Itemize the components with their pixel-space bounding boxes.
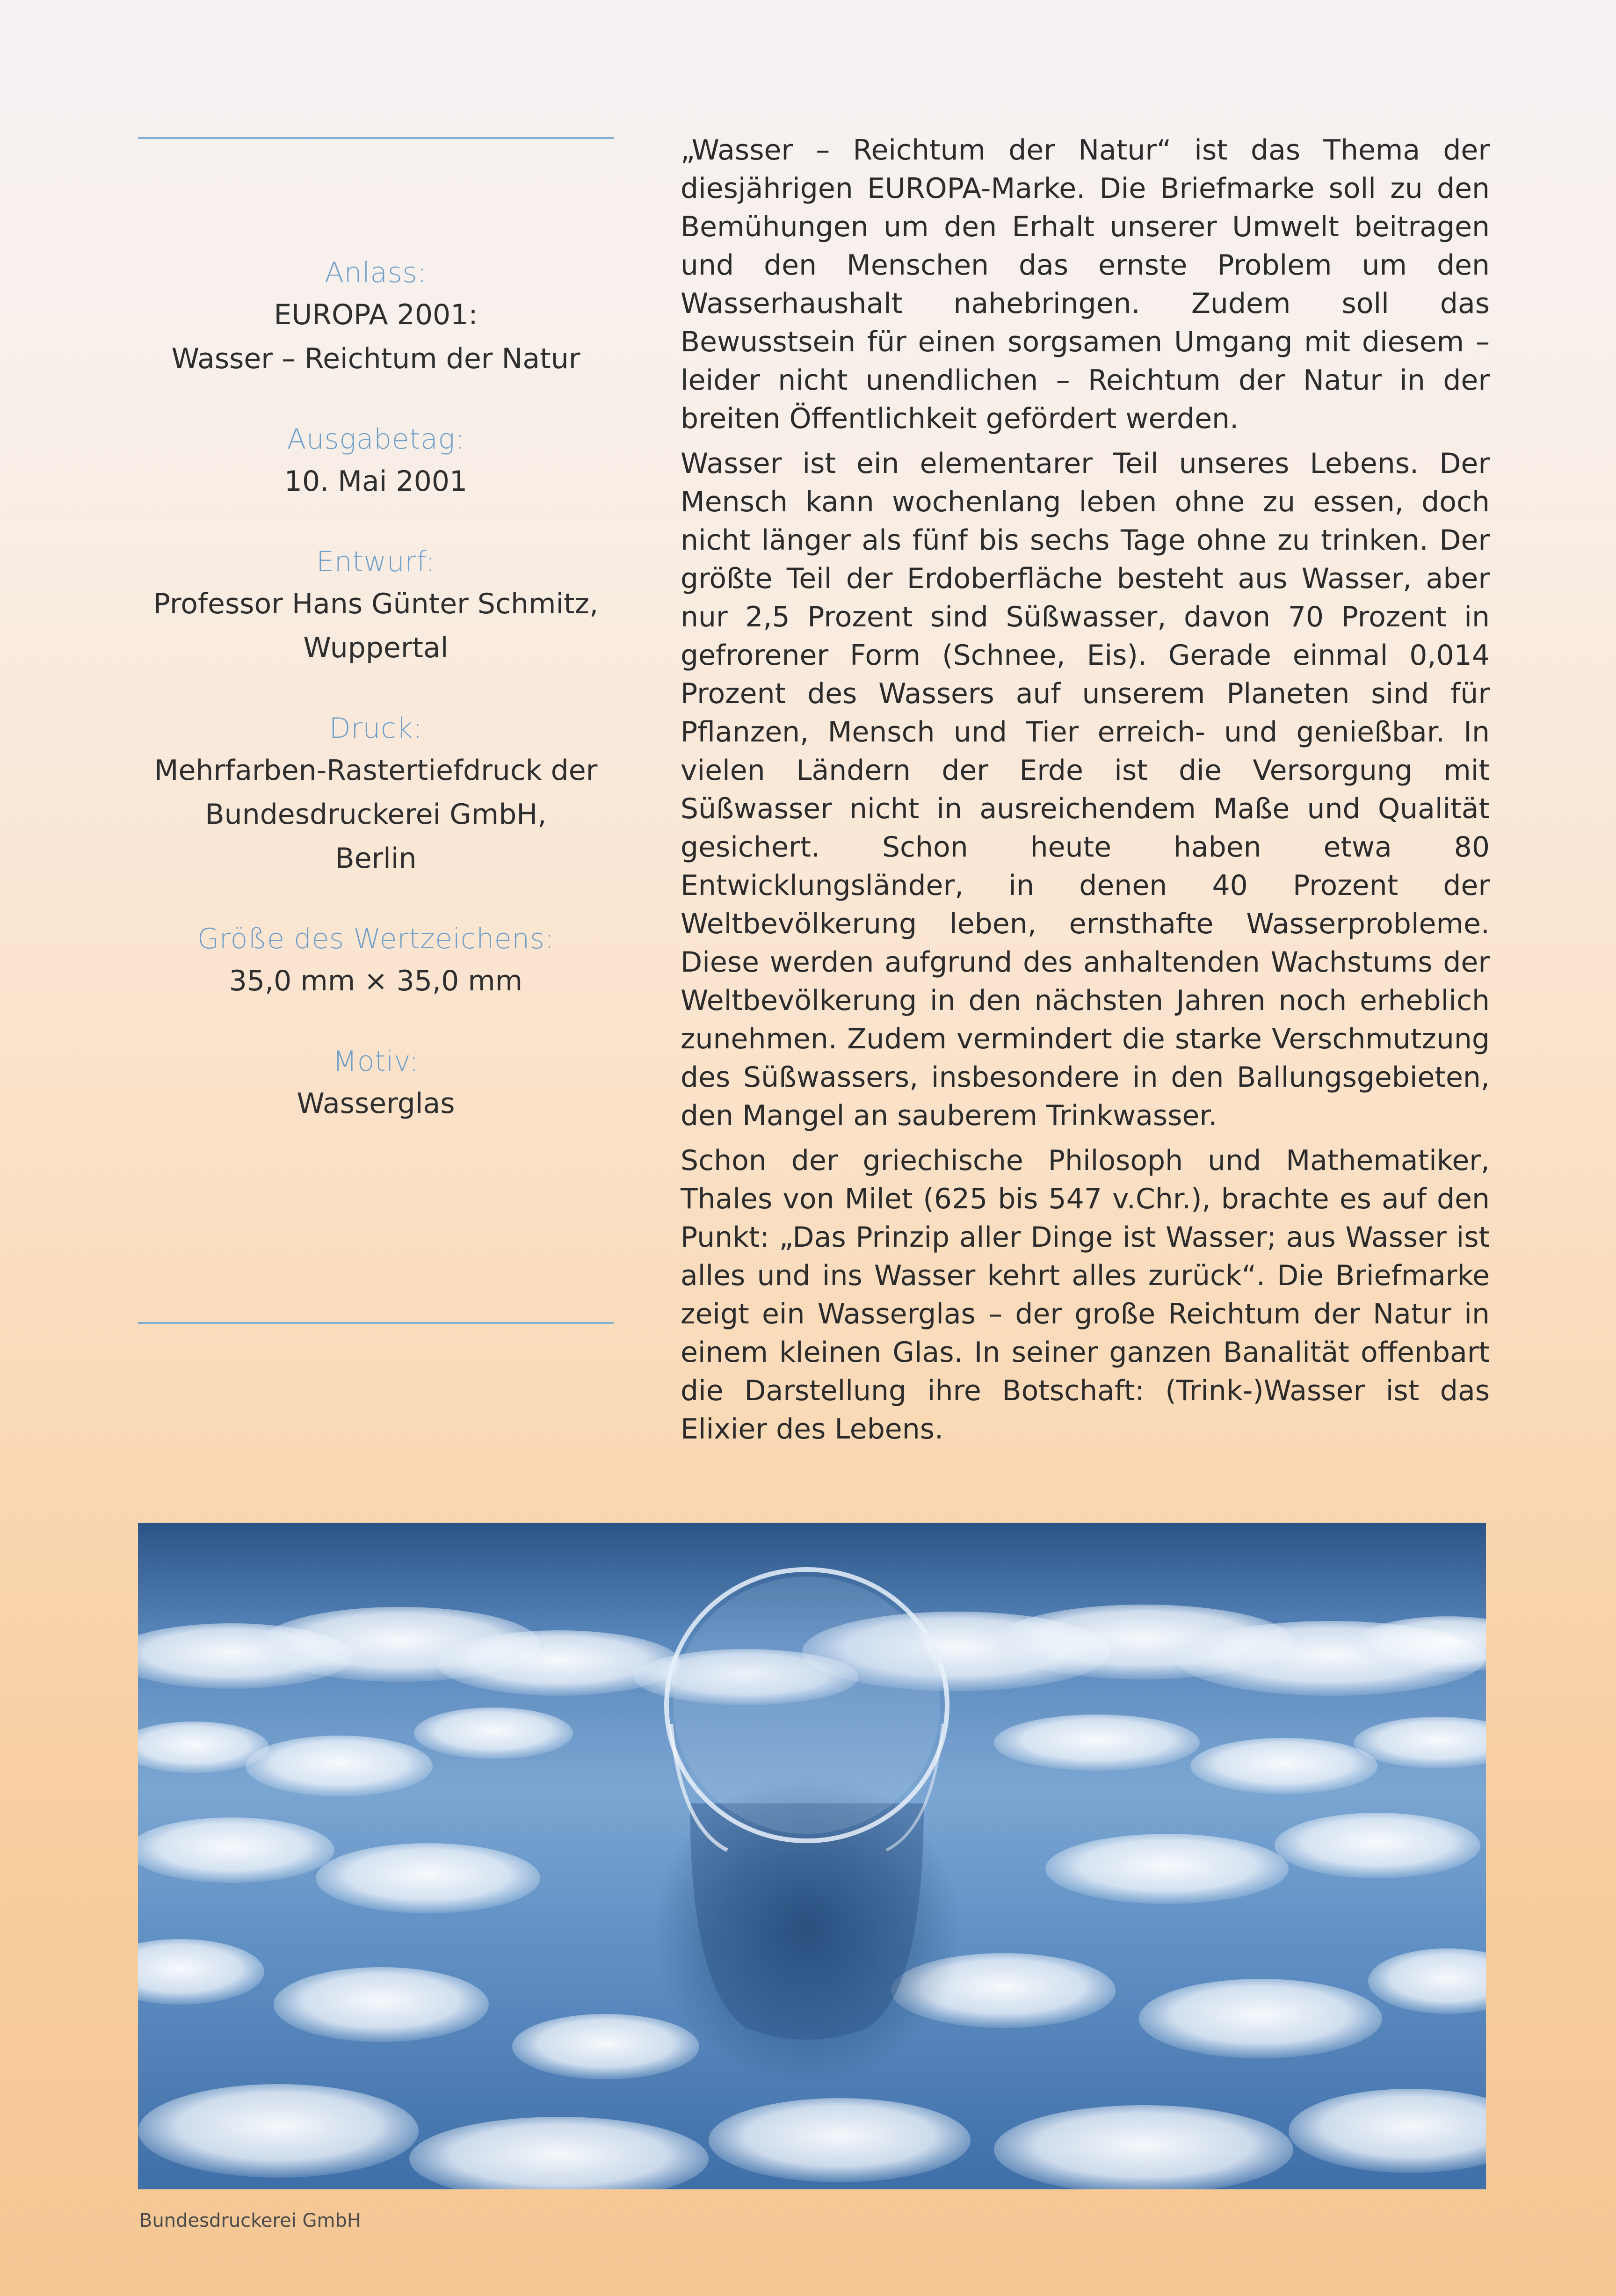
article-paragraph-2: Wasser ist ein elementarer Teil unseres Lebens. Der Mensch kann wochenlang leben ohne zu essen, doch nicht länger als fünf bis sechs Tage ohne zu trinken. Der größte Teil der Erdoberfläche besteht aus Wasser, aber nur 2,5 Prozent sind Süßwasser, davon 70 Prozent in gefrorener Form (Schnee, Eis). Gerade einmal 0,014 Prozent des Wassers auf unserem Planeten sind für Pflanzen, Mensch und Tier erreich- und genießbar. In vielen Ländern der Erde ist die Versorgung mit Süßwasser nicht in ausreichendem Maße und Qualität gesichert. Schon heute haben etwa 80 Entwicklungsländer, in denen 40 Prozent der Weltbevölkerung leben, ernsthafte Wasserprobleme. Diese werden aufgrund des anhaltenden Wachstums der Weltbevölkerung in den nächsten Jahren noch erheblich zunehmen. Zudem vermindert die starke Verschmutzung des Süßwassers, insbesondere in den Ballungsgebieten, den Mangel an sauberem Trinkwasser. <box>681 447 1490 1132</box>
info-entwurf <box>138 542 614 670</box>
info-ausgabetag <box>138 419 614 503</box>
druck-line2: Bundesdruckerei GmbH, <box>205 798 547 831</box>
info-druck <box>138 708 614 880</box>
article-text <box>681 131 1490 1455</box>
clouds-and-glass-illustration <box>138 1523 1486 2189</box>
bottom-divider <box>138 1322 614 1324</box>
water-glass-photo <box>138 1523 1486 2189</box>
article-paragraph-1: „Wasser – Reichtum der Natur“ ist das Thema der diesjährigen EUROPA-Marke. Die Briefmarke soll zu den Bemühungen um den Erhalt unserer Umwelt beitragen und den Menschen das ernste Problem um den Wasserhaushalt nahebringen. Zudem soll das Bewusstsein für einen sorgsamen Umgang mit diesem – leider nicht unendlichen – Reichtum der Natur in der breiten Öffentlichkeit gefördert werden. <box>681 134 1490 435</box>
entwurf-line2: Wuppertal <box>303 632 449 664</box>
druck-label: Druck: <box>329 712 423 745</box>
druck-line3: Berlin <box>335 842 417 875</box>
info-motiv <box>138 1041 614 1126</box>
top-divider <box>138 137 614 139</box>
motiv-label: Motiv: <box>333 1045 419 1078</box>
stamp-info-column <box>138 253 614 1164</box>
photo-credit: Bundesdruckerei GmbH <box>139 2210 361 2231</box>
glass-illustration <box>652 1569 961 2084</box>
ausgabetag-label: Ausgabetag: <box>287 423 465 456</box>
groesse-value: 35,0 mm × 35,0 mm <box>229 965 523 997</box>
druck-line1: Mehrfarben-Rastertiefdruck der <box>154 754 598 787</box>
anlass-line1: EUROPA 2001: <box>274 298 478 331</box>
groesse-label: Größe des Wertzeichens: <box>197 923 555 955</box>
info-groesse <box>138 919 614 1003</box>
entwurf-label: Entwurf: <box>316 545 435 578</box>
entwurf-line1: Professor Hans Günter Schmitz, <box>153 588 599 620</box>
motiv-value: Wasserglas <box>297 1087 455 1120</box>
article-paragraph-3: Schon der griechische Philosoph und Mathematiker, Thales von Milet (625 bis 547 v.Chr.), brachte es auf den Punkt: „Das Prinzip aller Dinge ist Wasser; aus Wasser ist alles und ins Wasser kehrt alles zurück“. Die Briefmarke zeigt ein Wasserglas – der große Reichtum der Natur in einem kleinen Glas. In seiner ganzen Banalität offenbart die Darstellung ihre Botschaft: (Trink-)Wasser ist das Elixier des Lebens. <box>681 1144 1490 1446</box>
info-anlass <box>138 253 614 381</box>
anlass-line2: Wasser – Reichtum der Natur <box>171 342 580 375</box>
ausgabetag-value: 10. Mai 2001 <box>284 465 468 498</box>
anlass-label: Anlass: <box>325 256 427 289</box>
